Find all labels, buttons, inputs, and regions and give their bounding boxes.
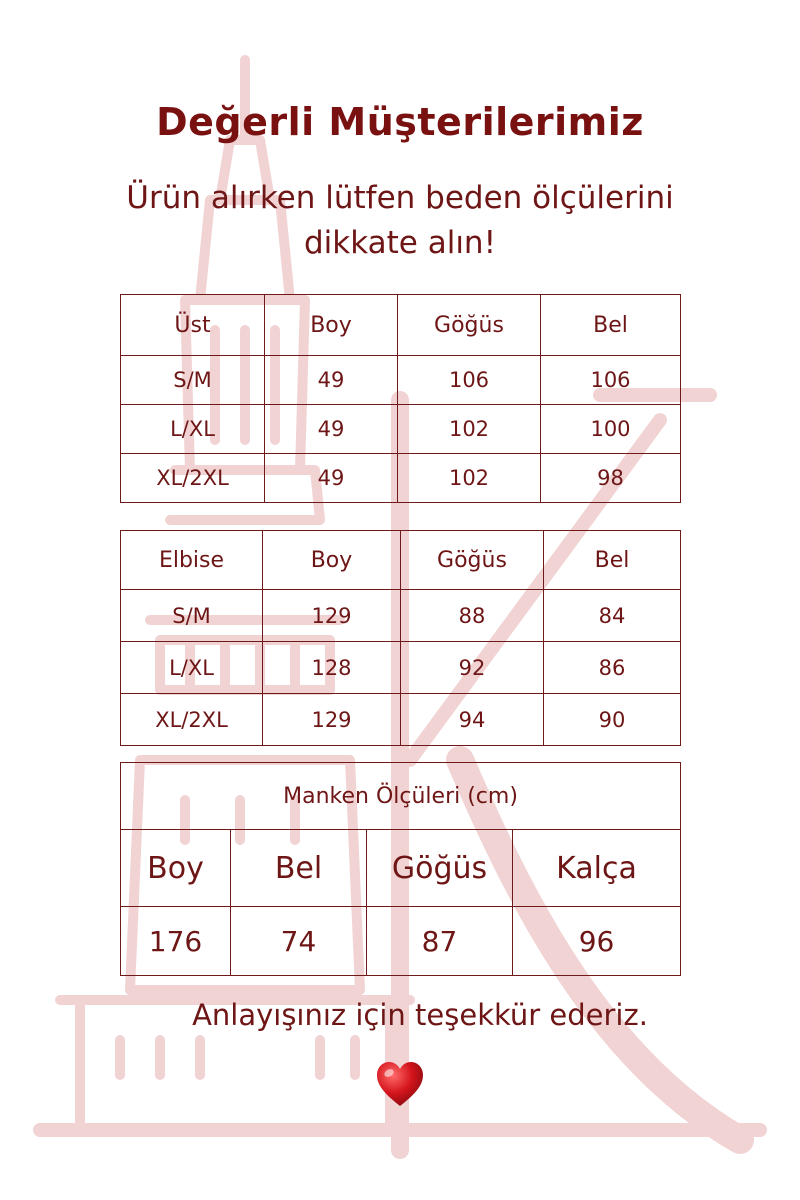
header-cell: Bel — [541, 295, 681, 356]
header-cell: Elbise — [121, 531, 263, 590]
value-cell: 106 — [541, 356, 681, 405]
header-cell: Bel — [544, 531, 681, 590]
value-cell: 88 — [401, 590, 544, 642]
value-cell: 49 — [265, 356, 398, 405]
value-cell: 49 — [265, 405, 398, 454]
value-cell: 129 — [263, 694, 401, 746]
table-row — [121, 590, 681, 642]
table-caption-row — [121, 763, 681, 830]
header-cell: Üst — [121, 295, 265, 356]
value-cell: 176 — [121, 907, 231, 976]
manken-caption: Manken Ölçüleri (cm) — [121, 763, 681, 830]
ust-size-table — [120, 294, 681, 503]
value-cell: 74 — [231, 907, 367, 976]
size-cell: L/XL — [121, 405, 265, 454]
table-row — [121, 694, 681, 746]
value-cell: 87 — [367, 907, 513, 976]
value-cell: 92 — [401, 642, 544, 694]
header-cell: Göğüs — [401, 531, 544, 590]
value-cell: 49 — [265, 454, 398, 503]
page-subtitle: Ürün alırken lütfen beden ölçülerini dikkate alın! — [126, 180, 674, 261]
value-cell: 128 — [263, 642, 401, 694]
value-cell: 100 — [541, 405, 681, 454]
thanks-message: Anlayışınız için teşekkür ederiz. — [192, 998, 648, 1032]
header-cell: Göğüs — [367, 830, 513, 907]
value-cell: 86 — [544, 642, 681, 694]
size-cell: XL/2XL — [121, 454, 265, 503]
value-cell: 98 — [541, 454, 681, 503]
header-cell: Kalça — [513, 830, 681, 907]
header-cell: Boy — [265, 295, 398, 356]
manken-measurements-table — [120, 762, 681, 976]
table-header-row — [121, 295, 681, 356]
table-row — [121, 642, 681, 694]
header-cell: Boy — [121, 830, 231, 907]
page-title: Değerli Müşterilerimiz — [156, 100, 644, 144]
header-cell: Göğüs — [398, 295, 541, 356]
value-cell: 102 — [398, 454, 541, 503]
value-cell: 94 — [401, 694, 544, 746]
value-cell: 96 — [513, 907, 681, 976]
value-cell: 90 — [544, 694, 681, 746]
size-cell: S/M — [121, 356, 265, 405]
size-cell: XL/2XL — [121, 694, 263, 746]
value-cell: 129 — [263, 590, 401, 642]
size-cell: S/M — [121, 590, 263, 642]
heart-icon — [374, 1058, 426, 1110]
size-cell: L/XL — [121, 642, 263, 694]
value-cell: 106 — [398, 356, 541, 405]
elbise-size-table — [120, 530, 681, 746]
header-cell: Boy — [263, 531, 401, 590]
table-row — [121, 907, 681, 976]
value-cell: 84 — [544, 590, 681, 642]
table-row — [121, 454, 681, 503]
table-header-row — [121, 830, 681, 907]
table-row — [121, 356, 681, 405]
table-row — [121, 405, 681, 454]
header-cell: Bel — [231, 830, 367, 907]
table-header-row — [121, 531, 681, 590]
value-cell: 102 — [398, 405, 541, 454]
